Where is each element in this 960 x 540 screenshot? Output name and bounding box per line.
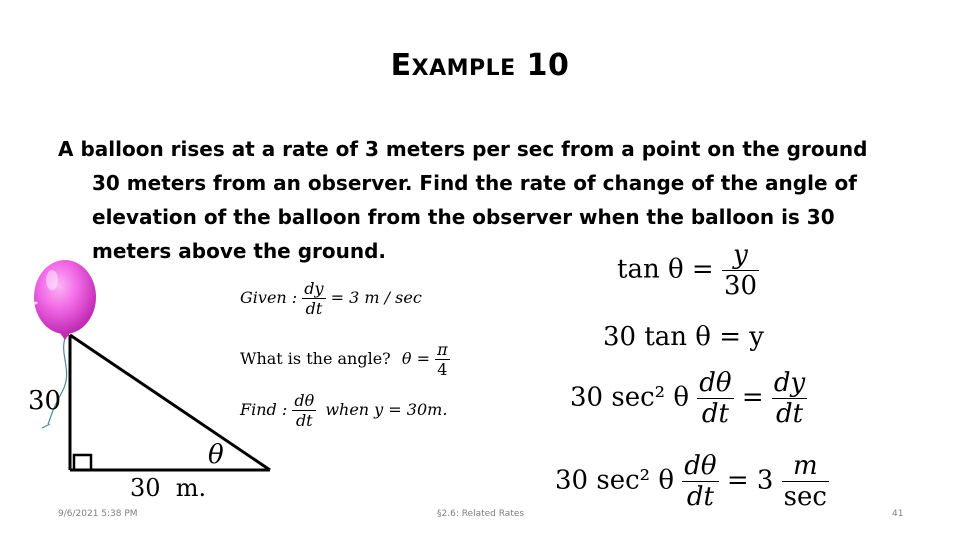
balloon-icon xyxy=(34,260,96,334)
height-label: 30 xyxy=(28,386,62,416)
problem-line-1: A balloon rises at a rate of 3 meters per sec from a point on the ground xyxy=(58,137,868,161)
solution-eq-3: 30 sec² θ $\frac{d\theta}{dt}$ = $\frac{dy}{dt}$ xyxy=(570,368,806,429)
footer-section: §2.6: Related Rates xyxy=(437,509,525,519)
angle-question-line xyxy=(240,340,450,379)
right-angle-marker xyxy=(74,455,91,470)
dtheta-dt-fraction: $\frac{d\theta}{dt}$ xyxy=(294,391,315,430)
title-number: 10 xyxy=(526,48,570,83)
solution-eq-2: 30 tan θ = y xyxy=(603,322,764,352)
base-label: 30 m. xyxy=(130,474,207,502)
theta-equals: θ = xyxy=(401,349,430,368)
title-small-caps: XAMPLE xyxy=(411,56,516,81)
given-line xyxy=(240,279,422,318)
balloon-highlight xyxy=(46,270,58,290)
pi-over-4-fraction: $\frac{\pi}{4}$ xyxy=(437,340,448,379)
angle-label: θ xyxy=(208,440,224,470)
title-first-letter: E xyxy=(390,48,412,83)
find-label: Find : xyxy=(240,400,288,419)
problem-line-3: elevation of the balloon from the observer when the balloon is 30 xyxy=(92,205,835,229)
problem-line-4: meters above the ground. xyxy=(92,239,387,263)
solution-eq-1: tan θ = $\frac{y}{30}$ xyxy=(617,240,758,301)
given-rate: = 3 m / sec xyxy=(330,288,422,307)
find-line xyxy=(240,391,447,430)
angle-question: What is the angle? xyxy=(240,349,391,368)
dy-dt-fraction: $\frac{dy}{dt}$ xyxy=(304,279,324,318)
problem-line-2: 30 meters from an observer. Find the rate of change of the angle of xyxy=(92,171,857,195)
footer-page-number: 41 xyxy=(892,509,904,519)
balloon-string-end xyxy=(42,424,50,428)
find-when: when y = 30m. xyxy=(325,400,448,419)
footer-date: 9/6/2021 5:38 PM xyxy=(58,509,138,519)
solution-eq-4: 30 sec² θ $\frac{d\theta}{dt}$ = 3 $\frac{m}{\sec}$ xyxy=(555,451,827,512)
given-label: Given : xyxy=(240,288,298,307)
